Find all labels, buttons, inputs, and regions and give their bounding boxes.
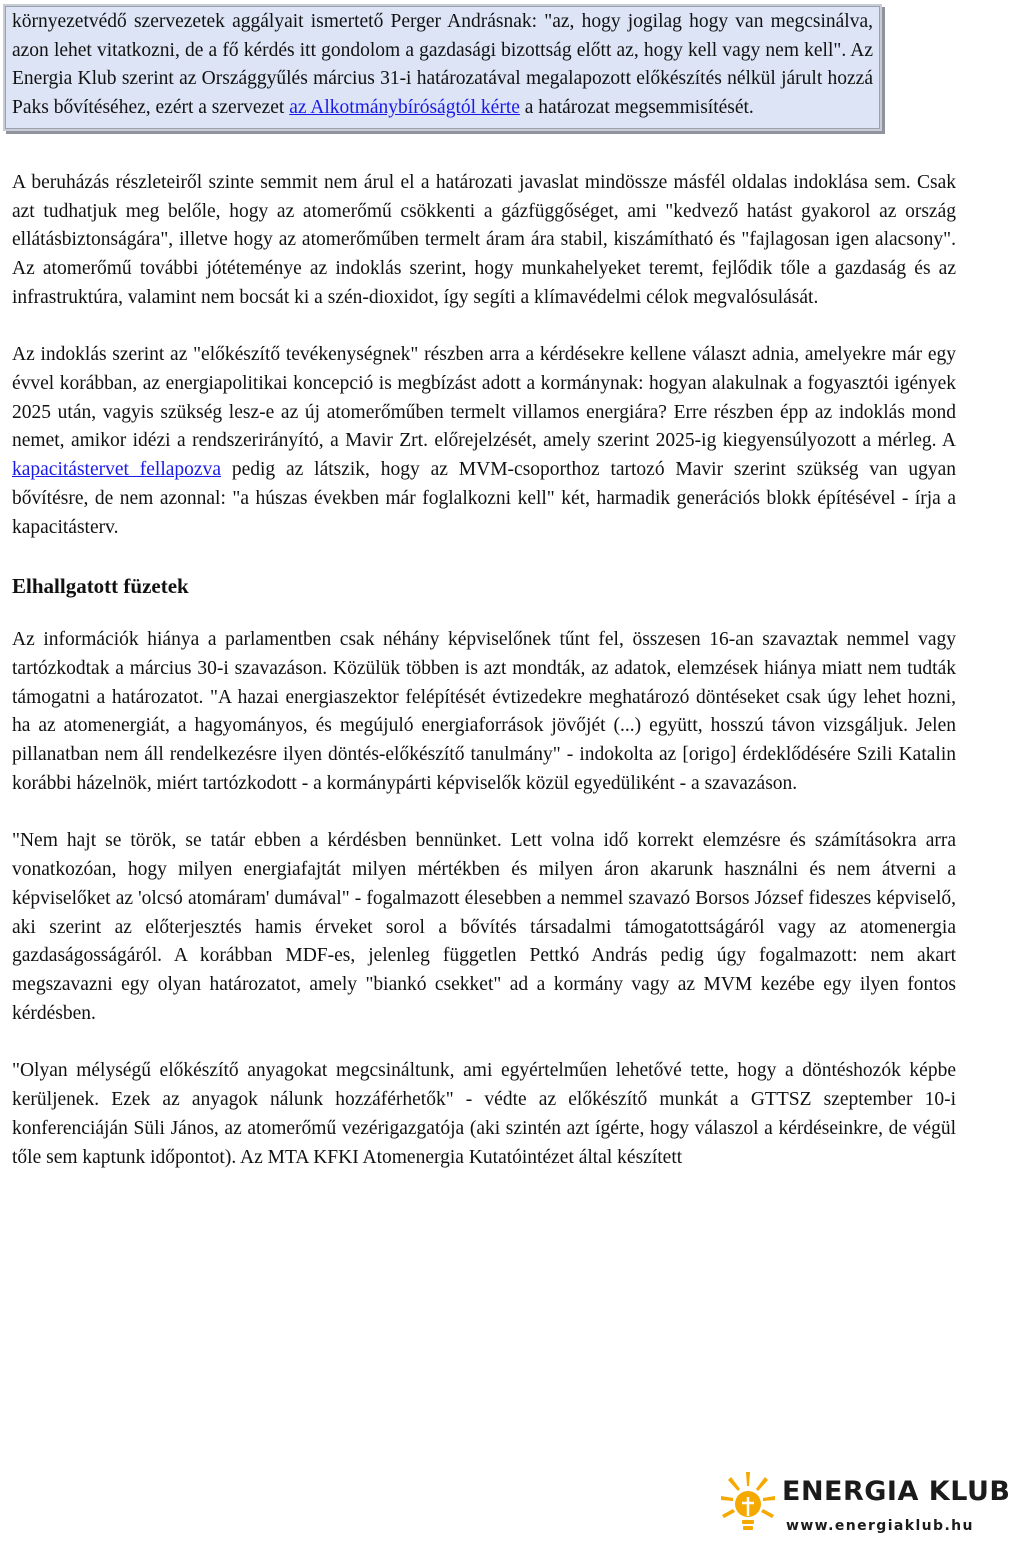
sun-bulb-icon xyxy=(720,1470,780,1534)
highlighted-quote-box xyxy=(5,6,880,129)
paragraph-1: A beruházás részleteiről szinte semmit nem árul el a határozati javaslat mindössze másfél oldalas indoklása sem. Csak azt tudhatjuk meg belőle, hogy az atomerőmű csökkenti a gázfüggőséget, ami "kedvező hatást gyakorol az ország ellátásbiztonságára", illetve hogy az atomerőműben termelt áram ára stabil, kiszámítható és "fajlagosan igen alacsony". Az atomerőmű további jótéteménye az indoklás szerint, hogy munkahelyeket teremt, fejlődik tőle a gazdaság és az infrastruktúra, valamint nem bocsát ki a szén-dioxidot, így segíti a klímavédelmi célok megvalósulását. xyxy=(12,171,956,308)
quote-text-start: környezetvédő szervezetek aggályait ismertető Perger Andrásnak: "az, hogy jogilag hogy van megcsinálva, azon lehet vitatkozni, de a fő kérdés itt gondolom a gazdasági bizottság előtt az, hogy kell vagy nem kell". Az Energia Klub szerint az Országgyűlés március 31-i határozatával megalapozott előkészítés nélkül járult hozzá Paks bővítéséhez, ezért a szervezet xyxy=(12,11,873,119)
quote-text-end: a határozat megsemmisítését. xyxy=(519,97,754,119)
paragraph-2 xyxy=(12,341,956,542)
paragraph-2-end: pedig az látszik, hogy az MVM-csoporthoz tartozó Mavir szerint szükség van ugyan bővítésre, de nem azonnal: "a húszas években már foglalkozni kell" két, harmadik generációs blokk építésével - írja a kapacitásterv. xyxy=(12,459,956,538)
link-alkotmanybirosag[interactable]: az Alkotmánybíróságtól kérte xyxy=(289,97,520,119)
section-heading: Elhallgatott füzetek xyxy=(12,574,189,599)
paragraph-3: Az információk hiánya a parlamentben csak néhány képviselőnek tűnt fel, összesen 16-an szavaztak nemmel vagy tartózkodtak a március 30-i szavazáson. Közülük többen is azt mondták, az adatok, elemzések hiánya miatt nem tudták támogatni a határozatot. "A hazai energiaszektor felépítését évtizedekre meghatározó döntéseket csak úgy lehet hozni, ha az atomenergiát, a hagyományos, és megújuló energiaforrások jövőjét (...) együtt, hosszú távon vizsgáljuk. Jelen pillanatban nem áll rendelkezésre ilyen döntés-előkészítő tanulmány" - indokolta az [origo] érdeklődésére Szili Katalin korábbi házelnök, miért tartózkodott - a kormánypárti képviselők közül egyedüliként - a szavazáson. xyxy=(12,629,956,794)
logo-name: ENERGIA KLUB xyxy=(782,1476,1010,1507)
logo-url[interactable]: www.energiaklub.hu xyxy=(786,1518,974,1534)
link-kapacitasterv[interactable]: kapacitástervet fellapozva xyxy=(12,459,221,481)
energia-klub-logo xyxy=(720,1470,1010,1534)
paragraph-5: "Olyan mélységű előkészítő anyagokat megcsináltunk, ami egyértelműen lehetővé tette, hogy a döntéshozók képbe kerüljenek. Ezek az anyagok nálunk hozzáférhetők" - védte az előkészítő munkát a GTTSZ szeptember 10-i konferenciáján Süli János, az atomerőmű vezérigazgatója (aki szintén azt ígérte, hogy válaszol a kérdéseinkre, de végül tőle sem kaptunk időpontot). Az MTA KFKI Atomenergia Kutatóintézet által készített xyxy=(12,1060,956,1168)
paragraph-4: "Nem hajt se török, se tatár ebben a kérdésben bennünket. Lett volna idő korrekt elemzésre és számításokra arra vonatkozóan, hogy milyen energiafajtát milyen mértékben és milyen áron akarunk használni és nem átverni a képviselőket az 'olcsó atomáram' dumával" - fogalmazott élesebben a nemmel szavazó Borsos József fideszes képviselő, aki szerint az előterjesztés hamis érveket sorol a bővítés társadalmi támogatottságáról vagy az atomenergia gazdaságosságáról. A korábban MDF-es, jelenleg független Pettkó András pedig úgy fogalmazott: nem akart megszavazni egy olyan határozatot, amely "biankó csekket" ad a kormány vagy az MVM kezébe egy ilyen fontos kérdésben. xyxy=(12,830,956,1024)
document-page xyxy=(12,0,956,1172)
paragraph-2-start: Az indoklás szerint az "előkészítő tevékenységnek" részben arra a kérdésekre kellene választ adnia, amelyekre már egy évvel korábban, az energiapolitikai koncepció is megbízást adott a kormánynak: hogyan alakulnak a fogyasztói igények 2025 után, vagyis szükség lesz-e az új atomerőműben termelt villamos energiára? Erre részben épp az indoklás mond nemet, amikor idézi a rendszerirányító, a Mavir Zrt. előrejelzését, amely szerint 2025-ig kiegyensúlyozott a mérleg. A xyxy=(12,344,956,452)
